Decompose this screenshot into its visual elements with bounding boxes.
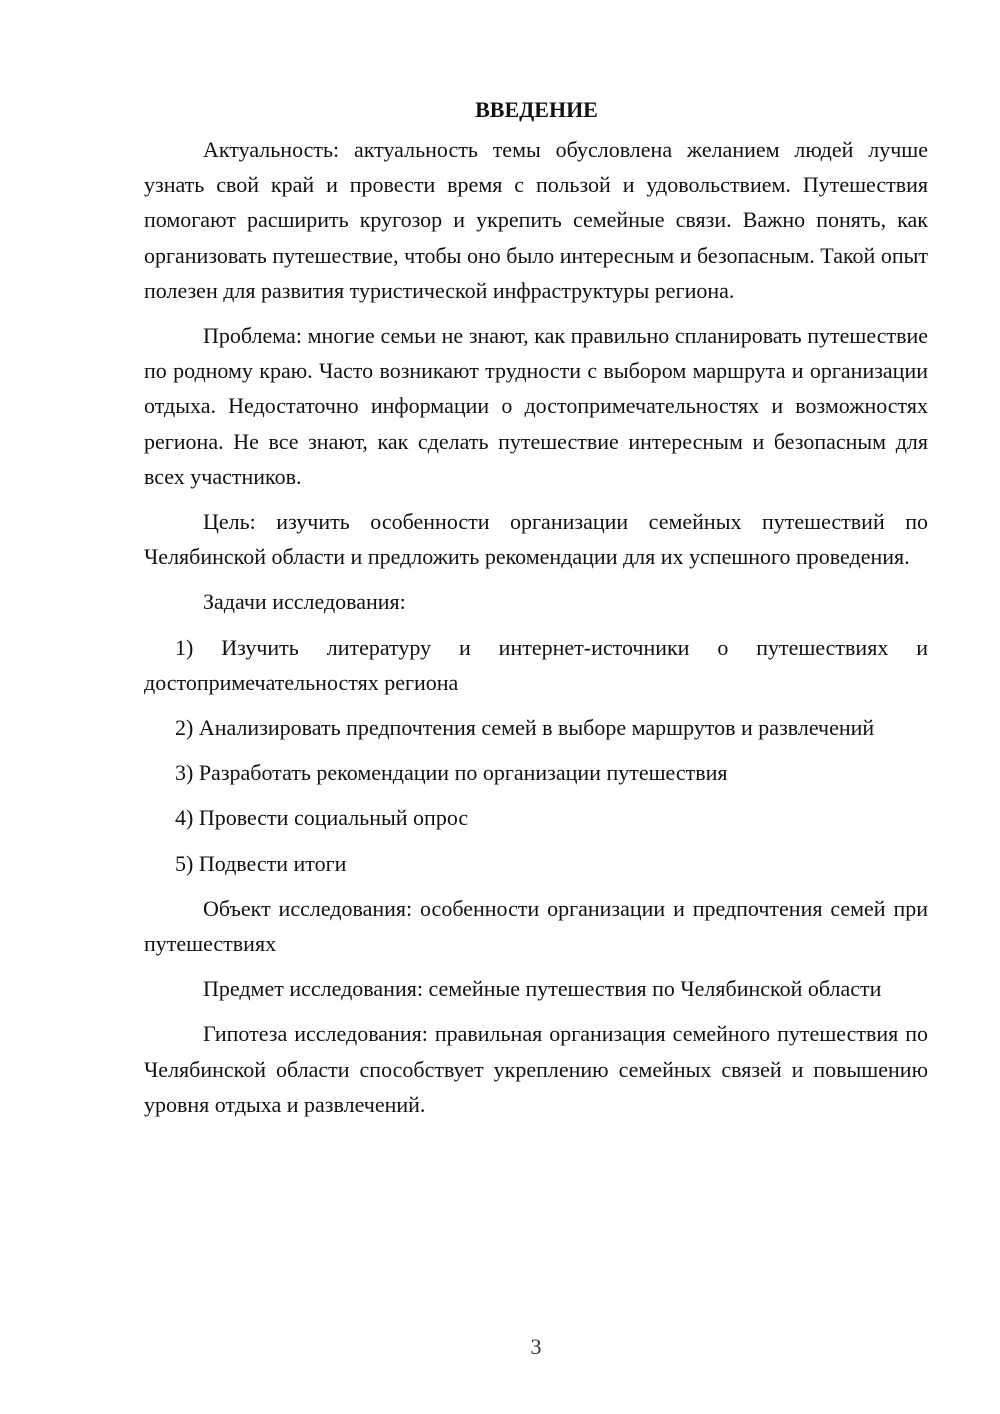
list-item: 3) Разработать рекомендации по организации путешествия <box>175 760 728 786</box>
tasks-list <box>144 630 928 881</box>
paragraph-subject: Предмет исследования: семейные путешествия по Челябинской области <box>203 976 882 1002</box>
paragraph-problem: Проблема: многие семьи не знают, как правильно спланировать путешествие по родному краю. Часто возникают трудности с выбором маршрута и организации отдыха. Недостаточно информации о достопримечательностях и возможностях региона. Не все знают, как сделать путешествие интересным и безопасным для всех участников. <box>144 323 928 489</box>
paragraph-goal: Цель: изучить особенности организации семейных путешествий по Челябинской области и предложить рекомендации для их успешного проведения. <box>144 509 928 570</box>
paragraph-object: Объект исследования: особенности организации и предпочтения семей при путешествиях <box>144 895 928 957</box>
list-item: 4) Провести социальный опрос <box>175 805 469 831</box>
list-item: 2) Анализировать предпочтения семей в выборе маршрутов и развлечений <box>175 715 875 741</box>
list-item: 1) Изучить литературу и интернет-источники о путешествиях и достопримечательностях региона <box>144 634 928 695</box>
paragraph-relevance: Актуальность: актуальность темы обусловлена желанием людей лучше узнать свой край и провести время с пользой и удовольствием. Путешествия помогают расширить кругозор и укрепить семейные связи. Важно понять, как организовать путешествие, чтобы оно было интересным и безопасным. Такой опыт полезен для развития туристической инфраструктуры региона. <box>144 137 928 303</box>
document-page <box>144 92 928 1132</box>
tasks-heading: Задачи исследования: <box>203 589 406 615</box>
section-title: ВВЕДЕНИЕ <box>475 97 598 122</box>
list-item: 5) Подвести итоги <box>175 850 347 876</box>
paragraph-hypothesis: Гипотеза исследования: правильная организация семейного путешествия по Челябинской области способствует укреплению семейных связей и повышению уровня отдыха и развлечений. <box>144 1021 928 1117</box>
page-number: 3 <box>530 1334 542 1359</box>
